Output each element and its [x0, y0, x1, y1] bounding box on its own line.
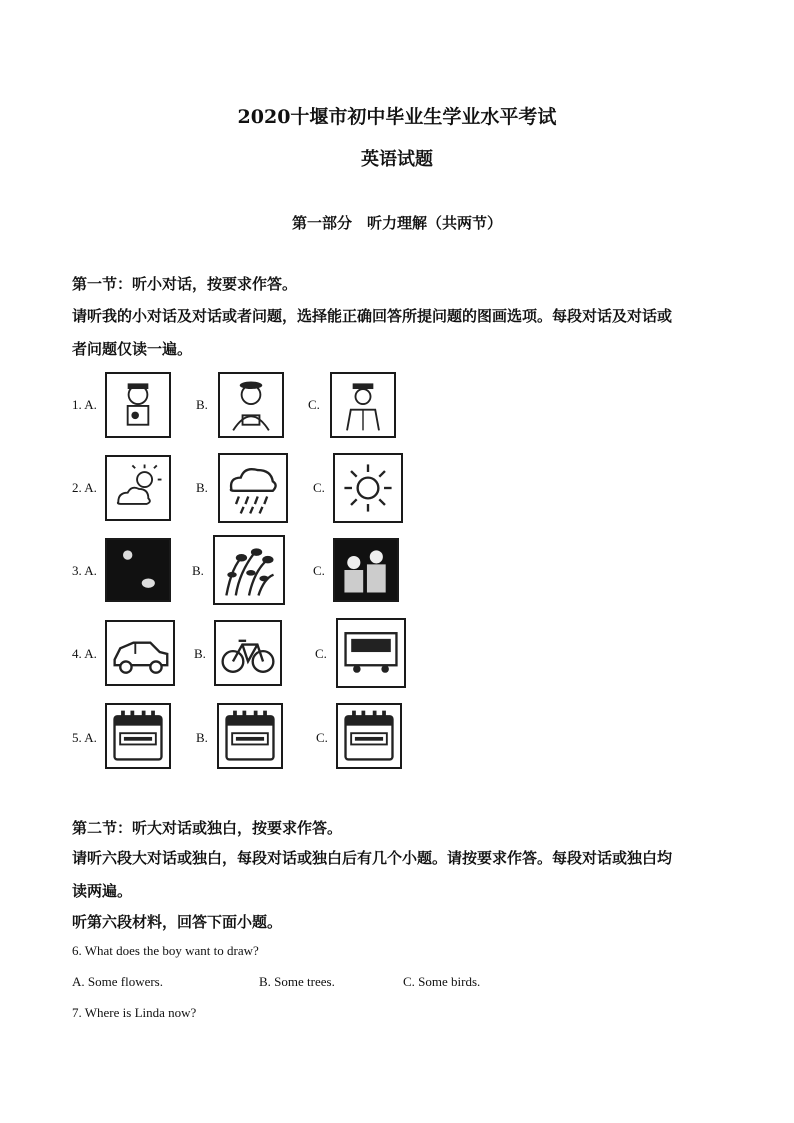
option-b-label: B. — [196, 730, 208, 745]
option-c-label: C. — [313, 480, 325, 495]
calendar-saturday-icon[interactable] — [217, 703, 283, 769]
question-3-label: 3. A. — [72, 563, 97, 578]
material-heading: 听第六段材料，回答下面小题。 — [72, 913, 283, 931]
option-c-label: C. — [308, 397, 320, 412]
section-two-instruction — [72, 842, 722, 908]
question-1-label: 1. A. — [72, 397, 97, 412]
calendar-friday-icon[interactable] — [105, 703, 171, 769]
question-5-label: 5. A. — [72, 730, 97, 745]
section-one-heading: 第一节：听小对话，按要求作答。 — [72, 275, 298, 293]
option-b-label: B. — [194, 646, 206, 661]
instruction-line: 读两遍。 — [72, 882, 133, 900]
question-6-option-b[interactable]: B. Some trees. — [259, 974, 335, 989]
question-6-option-a[interactable]: A. Some flowers. — [72, 974, 163, 989]
sun-icon[interactable] — [333, 453, 403, 523]
option-b-label: B. — [196, 397, 208, 412]
exam-subtitle: 英语试题 — [361, 149, 433, 170]
question-6-text: 6. What does the boy want to draw? — [72, 943, 259, 958]
instruction-line: 请听我的小对话及对话或者问题，选择能正确回答所提问题的图画选项。每段对话及对话或 — [72, 307, 673, 325]
part-one-heading: 第一部分 听力理解（共两节） — [291, 214, 502, 232]
police-officer-icon[interactable] — [330, 372, 396, 438]
option-c-label: C. — [316, 730, 328, 745]
option-c-label: C. — [315, 646, 327, 661]
question-2-label: 2. A. — [72, 480, 97, 495]
option-c-label: C. — [313, 563, 325, 578]
exam-title: 2020十堰市初中毕业生学业水平考试 — [237, 106, 557, 128]
question-6-option-c[interactable]: C. Some birds. — [403, 974, 481, 989]
child-icon[interactable] — [105, 372, 171, 438]
section-one-instruction — [72, 300, 722, 366]
calendar-sunday-icon[interactable] — [336, 703, 402, 769]
rain-cloud-icon[interactable] — [218, 453, 288, 523]
bus-icon[interactable] — [336, 618, 406, 688]
cloudy-sun-icon[interactable] — [105, 455, 171, 521]
option-b-label: B. — [196, 480, 208, 495]
people-photo-icon[interactable] — [333, 538, 399, 602]
section-two-heading: 第二节：听大对话或独白，按要求作答。 — [72, 819, 343, 837]
instruction-line: 请听六段大对话或独白，每段对话或独白后有几个小题。请按要求作答。每段对话或独白均 — [72, 849, 673, 867]
farmer-icon[interactable] — [218, 372, 284, 438]
question-4-label: 4. A. — [72, 646, 97, 661]
plants-icon[interactable] — [213, 535, 285, 605]
question-7-text: 7. Where is Linda now? — [72, 1005, 197, 1020]
instruction-line: 者问题仅读一遍。 — [72, 340, 193, 358]
bicycle-icon[interactable] — [214, 620, 282, 686]
car-icon[interactable] — [105, 620, 175, 686]
option-b-label: B. — [192, 563, 204, 578]
dark-photo-icon[interactable] — [105, 538, 171, 602]
